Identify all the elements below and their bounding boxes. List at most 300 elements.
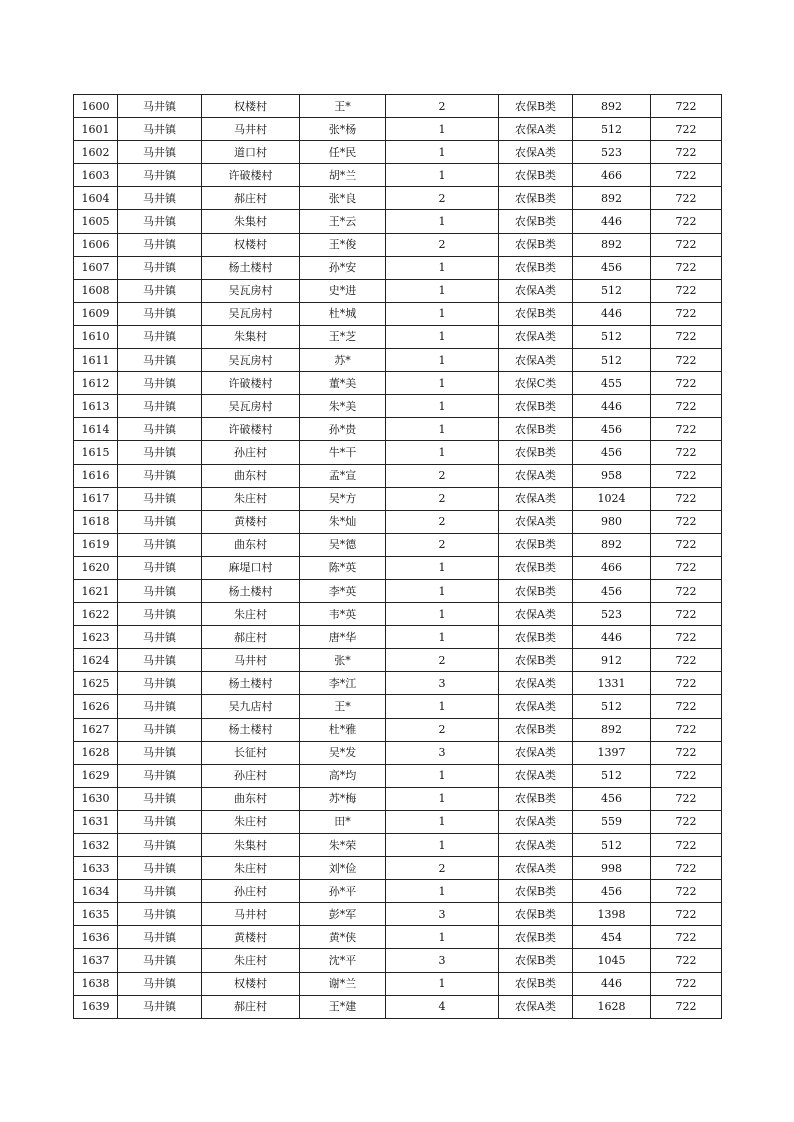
household-count-cell: 1 (386, 372, 499, 395)
town-cell: 马井镇 (118, 210, 202, 233)
category-cell: 农保A类 (499, 603, 573, 626)
household-count-cell: 1 (386, 972, 499, 995)
town-cell: 马井镇 (118, 880, 202, 903)
amount-cell: 512 (573, 118, 651, 141)
table-row (74, 787, 722, 810)
name-cell: 朱*美 (300, 395, 386, 418)
amount-cell: 892 (573, 233, 651, 256)
amount-cell: 512 (573, 279, 651, 302)
town-cell: 马井镇 (118, 279, 202, 302)
standard-cell: 722 (651, 556, 722, 579)
table-row (74, 695, 722, 718)
standard-cell: 722 (651, 118, 722, 141)
row-number-cell: 1622 (74, 603, 118, 626)
household-count-cell: 2 (386, 233, 499, 256)
table-row (74, 626, 722, 649)
category-cell: 农保B类 (499, 903, 573, 926)
category-cell: 农保A类 (499, 118, 573, 141)
standard-cell: 722 (651, 187, 722, 210)
name-cell: 孙*平 (300, 880, 386, 903)
name-cell: 任*民 (300, 141, 386, 164)
name-cell: 张*杨 (300, 118, 386, 141)
row-number-cell: 1601 (74, 118, 118, 141)
row-number-cell: 1613 (74, 395, 118, 418)
table-row (74, 210, 722, 233)
standard-cell: 722 (651, 372, 722, 395)
household-count-cell: 1 (386, 302, 499, 325)
category-cell: 农保A类 (499, 834, 573, 857)
household-count-cell: 2 (386, 533, 499, 556)
table-row (74, 441, 722, 464)
standard-cell: 722 (651, 695, 722, 718)
standard-cell: 722 (651, 210, 722, 233)
village-cell: 曲东村 (202, 787, 300, 810)
name-cell: 孙*安 (300, 256, 386, 279)
name-cell: 陈*英 (300, 556, 386, 579)
village-cell: 杨土楼村 (202, 672, 300, 695)
row-number-cell: 1635 (74, 903, 118, 926)
household-count-cell: 3 (386, 949, 499, 972)
amount-cell: 1024 (573, 487, 651, 510)
name-cell: 杜*城 (300, 302, 386, 325)
name-cell: 吴*发 (300, 741, 386, 764)
standard-cell: 722 (651, 395, 722, 418)
table-row (74, 372, 722, 395)
row-number-cell: 1629 (74, 764, 118, 787)
standard-cell: 722 (651, 325, 722, 348)
category-cell: 农保B类 (499, 787, 573, 810)
name-cell: 胡*兰 (300, 164, 386, 187)
amount-cell: 466 (573, 556, 651, 579)
town-cell: 马井镇 (118, 949, 202, 972)
village-cell: 马井村 (202, 118, 300, 141)
town-cell: 马井镇 (118, 995, 202, 1018)
table-row (74, 533, 722, 556)
table-row (74, 510, 722, 533)
village-cell: 朱庄村 (202, 487, 300, 510)
town-cell: 马井镇 (118, 256, 202, 279)
standard-cell: 722 (651, 787, 722, 810)
standard-cell: 722 (651, 834, 722, 857)
standard-cell: 722 (651, 441, 722, 464)
town-cell: 马井镇 (118, 533, 202, 556)
town-cell: 马井镇 (118, 325, 202, 348)
table-row (74, 279, 722, 302)
table-row (74, 302, 722, 325)
table-row (74, 418, 722, 441)
row-number-cell: 1634 (74, 880, 118, 903)
standard-cell: 722 (651, 626, 722, 649)
town-cell: 马井镇 (118, 418, 202, 441)
household-count-cell: 2 (386, 718, 499, 741)
standard-cell: 722 (651, 579, 722, 602)
household-count-cell: 2 (386, 649, 499, 672)
row-number-cell: 1609 (74, 302, 118, 325)
standard-cell: 722 (651, 603, 722, 626)
household-count-cell: 1 (386, 164, 499, 187)
category-cell: 农保A类 (499, 349, 573, 372)
table-row (74, 857, 722, 880)
name-cell: 王* (300, 695, 386, 718)
village-cell: 许破楼村 (202, 418, 300, 441)
village-cell: 孙庄村 (202, 441, 300, 464)
category-cell: 农保B类 (499, 649, 573, 672)
category-cell: 农保B类 (499, 579, 573, 602)
name-cell: 牛*干 (300, 441, 386, 464)
name-cell: 王*云 (300, 210, 386, 233)
name-cell: 孙*贵 (300, 418, 386, 441)
standard-cell: 722 (651, 672, 722, 695)
household-count-cell: 3 (386, 672, 499, 695)
standard-cell: 722 (651, 510, 722, 533)
amount-cell: 912 (573, 649, 651, 672)
row-number-cell: 1615 (74, 441, 118, 464)
village-cell: 朱庄村 (202, 810, 300, 833)
row-number-cell: 1618 (74, 510, 118, 533)
household-count-cell: 2 (386, 487, 499, 510)
town-cell: 马井镇 (118, 672, 202, 695)
amount-cell: 455 (573, 372, 651, 395)
village-cell: 权楼村 (202, 95, 300, 118)
table-row (74, 718, 722, 741)
village-cell: 朱集村 (202, 325, 300, 348)
amount-cell: 456 (573, 787, 651, 810)
town-cell: 马井镇 (118, 649, 202, 672)
town-cell: 马井镇 (118, 787, 202, 810)
town-cell: 马井镇 (118, 187, 202, 210)
standard-cell: 722 (651, 764, 722, 787)
household-count-cell: 2 (386, 95, 499, 118)
village-cell: 曲东村 (202, 533, 300, 556)
standard-cell: 722 (651, 233, 722, 256)
amount-cell: 1397 (573, 741, 651, 764)
village-cell: 孙庄村 (202, 764, 300, 787)
amount-cell: 446 (573, 395, 651, 418)
town-cell: 马井镇 (118, 487, 202, 510)
table-row (74, 256, 722, 279)
standard-cell: 722 (651, 995, 722, 1018)
table-row (74, 603, 722, 626)
standard-cell: 722 (651, 141, 722, 164)
standard-cell: 722 (651, 857, 722, 880)
village-cell: 黄楼村 (202, 510, 300, 533)
category-cell: 农保B类 (499, 164, 573, 187)
household-count-cell: 1 (386, 603, 499, 626)
category-cell: 农保B类 (499, 395, 573, 418)
standard-cell: 722 (651, 972, 722, 995)
name-cell: 张* (300, 649, 386, 672)
amount-cell: 1628 (573, 995, 651, 1018)
table-row (74, 880, 722, 903)
village-cell: 权楼村 (202, 972, 300, 995)
name-cell: 吴*方 (300, 487, 386, 510)
table-row (74, 764, 722, 787)
category-cell: 农保B类 (499, 718, 573, 741)
category-cell: 农保B类 (499, 256, 573, 279)
village-cell: 吴瓦房村 (202, 302, 300, 325)
row-number-cell: 1603 (74, 164, 118, 187)
household-count-cell: 2 (386, 857, 499, 880)
row-number-cell: 1621 (74, 579, 118, 602)
village-cell: 长征村 (202, 741, 300, 764)
household-count-cell: 1 (386, 441, 499, 464)
town-cell: 马井镇 (118, 510, 202, 533)
category-cell: 农保A类 (499, 325, 573, 348)
row-number-cell: 1608 (74, 279, 118, 302)
household-count-cell: 1 (386, 556, 499, 579)
row-number-cell: 1619 (74, 533, 118, 556)
row-number-cell: 1620 (74, 556, 118, 579)
household-count-cell: 1 (386, 118, 499, 141)
row-number-cell: 1612 (74, 372, 118, 395)
row-number-cell: 1628 (74, 741, 118, 764)
standard-cell: 722 (651, 880, 722, 903)
name-cell: 苏*梅 (300, 787, 386, 810)
name-cell: 苏* (300, 349, 386, 372)
village-cell: 朱庄村 (202, 857, 300, 880)
amount-cell: 512 (573, 764, 651, 787)
amount-cell: 523 (573, 141, 651, 164)
standard-cell: 722 (651, 903, 722, 926)
row-number-cell: 1631 (74, 810, 118, 833)
row-number-cell: 1605 (74, 210, 118, 233)
standard-cell: 722 (651, 302, 722, 325)
village-cell: 曲东村 (202, 464, 300, 487)
amount-cell: 892 (573, 533, 651, 556)
town-cell: 马井镇 (118, 626, 202, 649)
amount-cell: 1398 (573, 903, 651, 926)
town-cell: 马井镇 (118, 556, 202, 579)
name-cell: 吴*德 (300, 533, 386, 556)
data-table (73, 94, 722, 1019)
household-count-cell: 1 (386, 256, 499, 279)
name-cell: 孟*宣 (300, 464, 386, 487)
village-cell: 权楼村 (202, 233, 300, 256)
standard-cell: 722 (651, 533, 722, 556)
table-row (74, 118, 722, 141)
table-row (74, 464, 722, 487)
category-cell: 农保B类 (499, 187, 573, 210)
household-count-cell: 1 (386, 349, 499, 372)
household-count-cell: 2 (386, 187, 499, 210)
village-cell: 朱庄村 (202, 603, 300, 626)
table-row (74, 903, 722, 926)
row-number-cell: 1636 (74, 926, 118, 949)
row-number-cell: 1624 (74, 649, 118, 672)
row-number-cell: 1632 (74, 834, 118, 857)
category-cell: 农保A类 (499, 510, 573, 533)
town-cell: 马井镇 (118, 441, 202, 464)
amount-cell: 892 (573, 718, 651, 741)
household-count-cell: 1 (386, 210, 499, 233)
village-cell: 道口村 (202, 141, 300, 164)
row-number-cell: 1600 (74, 95, 118, 118)
village-cell: 朱集村 (202, 210, 300, 233)
village-cell: 吴瓦房村 (202, 349, 300, 372)
standard-cell: 722 (651, 418, 722, 441)
town-cell: 马井镇 (118, 233, 202, 256)
category-cell: 农保B类 (499, 418, 573, 441)
name-cell: 黄*侠 (300, 926, 386, 949)
amount-cell: 892 (573, 95, 651, 118)
name-cell: 张*良 (300, 187, 386, 210)
village-cell: 许破楼村 (202, 164, 300, 187)
table-row (74, 395, 722, 418)
amount-cell: 456 (573, 418, 651, 441)
category-cell: 农保A类 (499, 695, 573, 718)
household-count-cell: 1 (386, 926, 499, 949)
row-number-cell: 1630 (74, 787, 118, 810)
table-row (74, 556, 722, 579)
household-count-cell: 1 (386, 834, 499, 857)
amount-cell: 446 (573, 210, 651, 233)
town-cell: 马井镇 (118, 395, 202, 418)
village-cell: 郝庄村 (202, 187, 300, 210)
category-cell: 农保A类 (499, 764, 573, 787)
amount-cell: 998 (573, 857, 651, 880)
table-row (74, 187, 722, 210)
town-cell: 马井镇 (118, 972, 202, 995)
town-cell: 马井镇 (118, 903, 202, 926)
amount-cell: 446 (573, 302, 651, 325)
standard-cell: 722 (651, 718, 722, 741)
table-row (74, 325, 722, 348)
standard-cell: 722 (651, 279, 722, 302)
name-cell: 王*芝 (300, 325, 386, 348)
table-row (74, 926, 722, 949)
name-cell: 唐*华 (300, 626, 386, 649)
amount-cell: 456 (573, 441, 651, 464)
household-count-cell: 1 (386, 764, 499, 787)
table-row (74, 949, 722, 972)
name-cell: 史*进 (300, 279, 386, 302)
table-row (74, 649, 722, 672)
name-cell: 彭*军 (300, 903, 386, 926)
town-cell: 马井镇 (118, 95, 202, 118)
amount-cell: 456 (573, 880, 651, 903)
household-count-cell: 1 (386, 141, 499, 164)
category-cell: 农保B类 (499, 233, 573, 256)
table-row (74, 834, 722, 857)
amount-cell: 892 (573, 187, 651, 210)
category-cell: 农保B类 (499, 302, 573, 325)
standard-cell: 722 (651, 487, 722, 510)
household-count-cell: 3 (386, 741, 499, 764)
town-cell: 马井镇 (118, 464, 202, 487)
town-cell: 马井镇 (118, 118, 202, 141)
row-number-cell: 1625 (74, 672, 118, 695)
amount-cell: 1331 (573, 672, 651, 695)
row-number-cell: 1610 (74, 325, 118, 348)
standard-cell: 722 (651, 949, 722, 972)
name-cell: 朱*荣 (300, 834, 386, 857)
household-count-cell: 1 (386, 325, 499, 348)
town-cell: 马井镇 (118, 926, 202, 949)
town-cell: 马井镇 (118, 302, 202, 325)
name-cell: 谢*兰 (300, 972, 386, 995)
village-cell: 杨土楼村 (202, 718, 300, 741)
name-cell: 刘*俭 (300, 857, 386, 880)
name-cell: 王*建 (300, 995, 386, 1018)
town-cell: 马井镇 (118, 349, 202, 372)
category-cell: 农保C类 (499, 372, 573, 395)
town-cell: 马井镇 (118, 164, 202, 187)
row-number-cell: 1633 (74, 857, 118, 880)
amount-cell: 454 (573, 926, 651, 949)
row-number-cell: 1604 (74, 187, 118, 210)
amount-cell: 512 (573, 325, 651, 348)
village-cell: 吴瓦房村 (202, 279, 300, 302)
row-number-cell: 1611 (74, 349, 118, 372)
category-cell: 农保B类 (499, 210, 573, 233)
category-cell: 农保A类 (499, 464, 573, 487)
table-row (74, 741, 722, 764)
amount-cell: 446 (573, 626, 651, 649)
category-cell: 农保A类 (499, 857, 573, 880)
category-cell: 农保A类 (499, 810, 573, 833)
category-cell: 农保A类 (499, 279, 573, 302)
village-cell: 黄楼村 (202, 926, 300, 949)
row-number-cell: 1637 (74, 949, 118, 972)
household-count-cell: 1 (386, 787, 499, 810)
standard-cell: 722 (651, 649, 722, 672)
standard-cell: 722 (651, 349, 722, 372)
table-row (74, 972, 722, 995)
amount-cell: 466 (573, 164, 651, 187)
category-cell: 农保B类 (499, 533, 573, 556)
table-row (74, 349, 722, 372)
household-count-cell: 1 (386, 810, 499, 833)
table-row (74, 487, 722, 510)
town-cell: 马井镇 (118, 141, 202, 164)
row-number-cell: 1602 (74, 141, 118, 164)
category-cell: 农保A类 (499, 741, 573, 764)
village-cell: 孙庄村 (202, 880, 300, 903)
name-cell: 杜*雅 (300, 718, 386, 741)
category-cell: 农保B类 (499, 880, 573, 903)
amount-cell: 512 (573, 695, 651, 718)
table-row (74, 672, 722, 695)
household-count-cell: 2 (386, 464, 499, 487)
category-cell: 农保B类 (499, 626, 573, 649)
table-row (74, 95, 722, 118)
row-number-cell: 1614 (74, 418, 118, 441)
amount-cell: 456 (573, 579, 651, 602)
household-count-cell: 1 (386, 395, 499, 418)
village-cell: 朱集村 (202, 834, 300, 857)
standard-cell: 722 (651, 810, 722, 833)
name-cell: 李*英 (300, 579, 386, 602)
amount-cell: 512 (573, 349, 651, 372)
row-number-cell: 1627 (74, 718, 118, 741)
name-cell: 李*江 (300, 672, 386, 695)
household-count-cell: 1 (386, 880, 499, 903)
village-cell: 杨土楼村 (202, 256, 300, 279)
table-row (74, 579, 722, 602)
row-number-cell: 1638 (74, 972, 118, 995)
table-row (74, 810, 722, 833)
town-cell: 马井镇 (118, 834, 202, 857)
village-cell: 许破楼村 (202, 372, 300, 395)
village-cell: 吴瓦房村 (202, 395, 300, 418)
town-cell: 马井镇 (118, 579, 202, 602)
village-cell: 朱庄村 (202, 949, 300, 972)
town-cell: 马井镇 (118, 695, 202, 718)
row-number-cell: 1617 (74, 487, 118, 510)
amount-cell: 456 (573, 256, 651, 279)
category-cell: 农保B类 (499, 949, 573, 972)
village-cell: 郝庄村 (202, 626, 300, 649)
